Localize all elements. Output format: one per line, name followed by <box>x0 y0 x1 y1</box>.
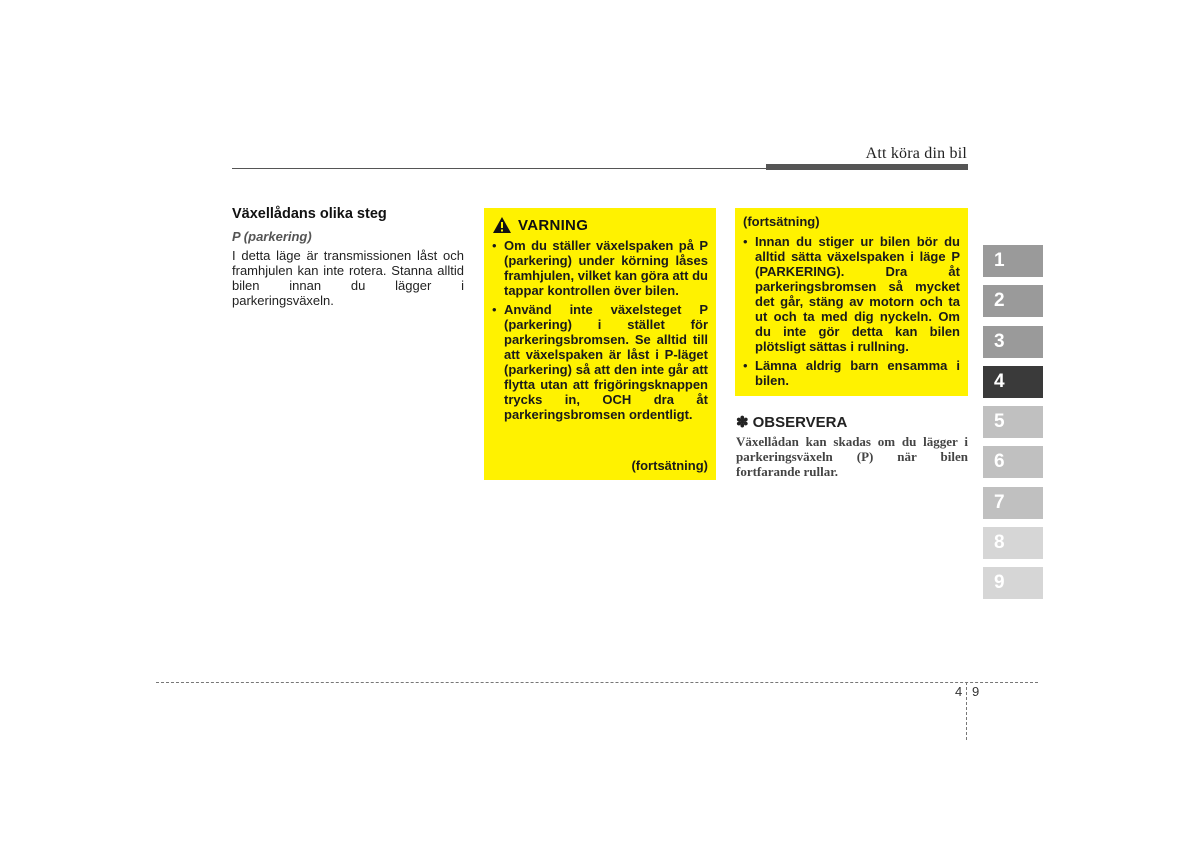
list-item: • Innan du stiger ur bilen bör du alltid sätta växelspaken i läge P (PARKERING). Dra åt parkeringsbromsen så mycket det går, stäng av motorn och ta ut och ta med dig nyckeln. Om du inte gör detta kan bilen plötsligt sättas i rullning. <box>743 234 960 354</box>
chapter-tab-8[interactable]: 8 <box>983 527 1043 559</box>
list-item: • Använd inte växelsteget P (parkering) i stället för parkeringsbromsen. Se alltid till att växelspaken är låst i P-läget (parkering) så att den inte går att flytta utan att frigöringsknappen trycks in, OCH dra åt parkeringsbromsen ordentligt. <box>492 302 708 422</box>
warning-list <box>492 238 708 426</box>
bullet: • <box>492 302 497 317</box>
chapter-tab-5[interactable]: 5 <box>983 406 1043 438</box>
chapter-tab-7[interactable]: 7 <box>983 487 1043 519</box>
bullet: • <box>743 234 748 249</box>
continuation-label: (fortsätning) <box>743 214 820 229</box>
warning-box <box>484 208 716 480</box>
bullet: • <box>492 238 497 253</box>
list-item: • Om du ställer växelspaken på P (parkering) under körning låses framhjulen, vilket kan göra att du tappar kontrollen över bilen. <box>492 238 708 298</box>
footer-rule <box>156 682 1038 683</box>
chapter-tab-1[interactable]: 1 <box>983 245 1043 277</box>
subheading: P (parkering) <box>232 229 312 244</box>
warning-title: VARNING <box>518 216 589 234</box>
chapter-tabs <box>983 245 1043 608</box>
footer-divider <box>966 682 967 740</box>
continuation-list <box>743 234 960 392</box>
chapter-tab-6[interactable]: 6 <box>983 446 1043 478</box>
chapter-tab-3[interactable]: 3 <box>983 326 1043 358</box>
note-text: Växellådan kan skadas om du lägger i parkeringsväxeln (P) när bilen fortfarande rullar. <box>736 434 968 479</box>
warning-triangle-icon <box>492 216 512 234</box>
chapter-tab-9[interactable]: 9 <box>983 567 1043 599</box>
bullet: • <box>743 358 748 373</box>
warning-continuation-box <box>735 208 968 396</box>
chapter-tab-2[interactable]: 2 <box>983 285 1043 317</box>
chapter-number: 4 <box>955 684 963 699</box>
note-header <box>736 413 847 431</box>
continued-label: (fortsätning) <box>631 458 708 473</box>
header-rule <box>232 168 766 169</box>
warning-header <box>492 216 588 234</box>
section-title: Växellådans olika steg <box>232 206 387 222</box>
header-rule-accent <box>766 164 968 170</box>
note-title: OBSERVERA <box>752 413 848 431</box>
body-paragraph: I detta läge är transmissionen låst och framhjulen kan inte rotera. Stanna alltid bilen innan du lägger i parkeringsväxeln. <box>232 248 464 308</box>
list-item: • Lämna aldrig barn ensamma i bilen. <box>743 358 960 388</box>
running-header: Att köra din bil <box>865 145 967 162</box>
page-number: 9 <box>972 684 980 699</box>
asterisk-icon: ✽ <box>736 414 749 431</box>
chapter-tab-4[interactable]: 4 <box>983 366 1043 398</box>
